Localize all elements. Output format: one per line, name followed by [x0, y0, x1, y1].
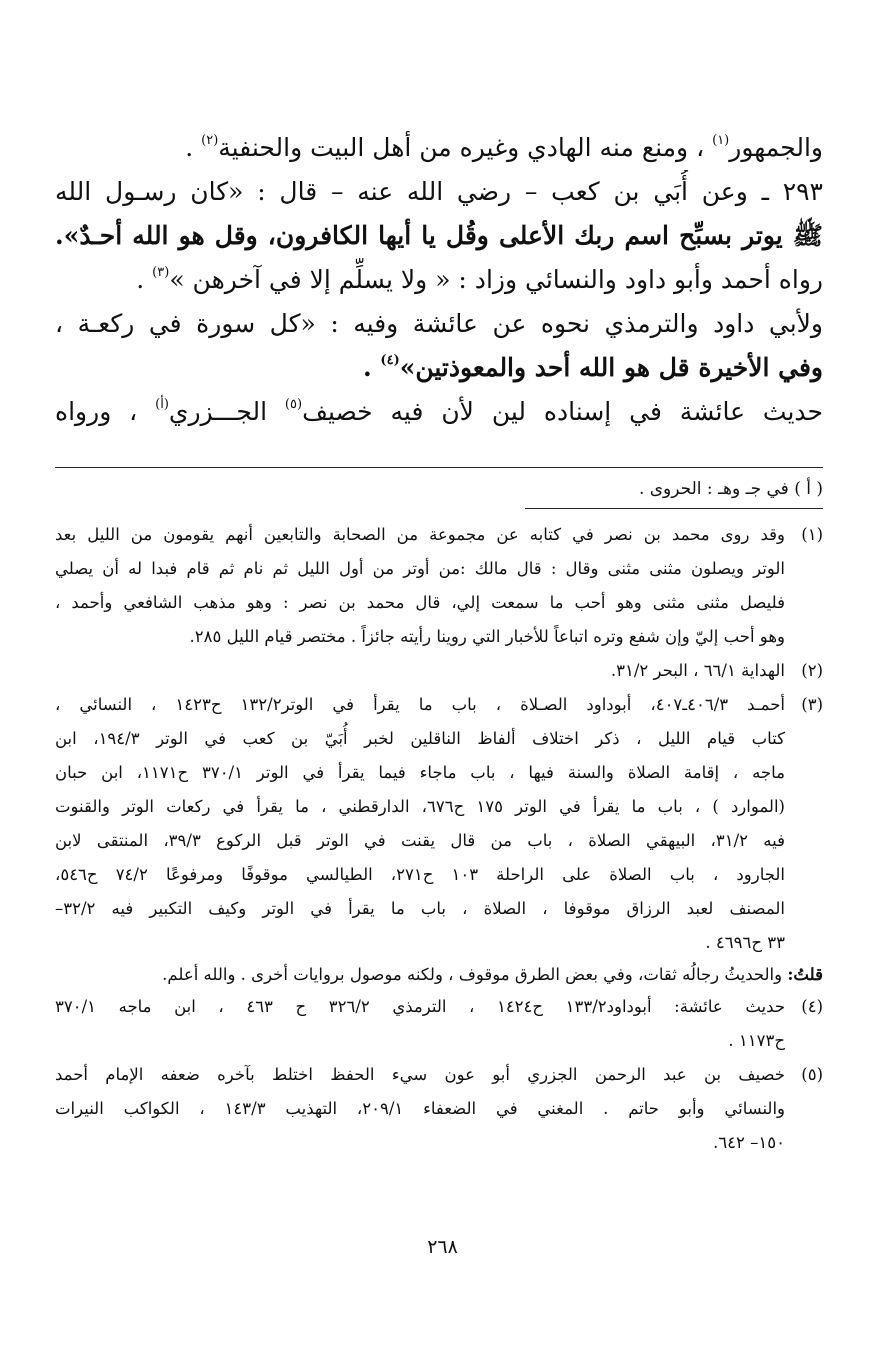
- footnote-line: خصيف بن عبد الرحمن الجزري أبو عون سيء الحفظ اختلط بآخره ضعفه الإمام أحمد: [55, 1065, 785, 1084]
- footnote-ref[interactable]: (٣): [152, 265, 170, 280]
- main-line-1: [55, 126, 823, 170]
- footnote-body: [55, 518, 785, 654]
- text-run: الجـــزري: [168, 397, 268, 426]
- text-run: وفي الأخيرة قل هو الله أحد والمعوذتين»: [399, 353, 823, 382]
- main-line-7: [55, 390, 823, 434]
- footnote-line: الوتر ويصلون مثنى مثنى وقال : قال مالك :من أوتر من أول الليل ثم نام ثم قام فبدا له أن يصلي: [55, 559, 785, 578]
- footnote-number: (٥): [801, 1065, 823, 1084]
- footnote-line: المصنف لعبد الرزاق موقوفا ، الصلاة ، باب ما يقرأ في الوتر وكيف التكبير فيه ٣٢/٢–: [55, 899, 785, 918]
- footnote-line: الجارود ، باب الصلاة على الراحلة ١٠٣ ح٢٧١، الطيالسي موقوفًا ومرفوعًا ٧٤/٢ ح٥٤٦،: [55, 865, 785, 884]
- footnote-body: [55, 688, 785, 960]
- footnote-line: كتاب قيام الليل ، ذكر اختلاف ألفاظ الناقلين لخبر أُبَيّ بن كعب في الوتر ١٩٤/٣، ابن: [55, 729, 785, 748]
- footnote-line: ح١١٧٣ .: [728, 1031, 785, 1050]
- footnote-line: فيه ٣١/٢، البيهقي الصلاة ، باب من قال يقنت في الوتر قبل الركوع ٣٩/٣، المنتقى لابن: [55, 831, 785, 850]
- footnote-line: وهو أحب إليّ وإن شفع وتره اتباعاً للأخبار التي روينا رأيته جائزاً . مختصر قيام الليل ٢٨٥.: [189, 627, 785, 646]
- text-run: ﷺ يوتر بسبِّح اسم ربك الأعلى وقُل يا أيها الكافرون، وقل هو الله أحـدٌ».: [55, 221, 823, 250]
- footnote-ref[interactable]: (٢): [201, 133, 219, 148]
- footnote-number: (٤): [801, 997, 823, 1016]
- footnote-body: [55, 1058, 785, 1160]
- text-run: .: [136, 265, 145, 294]
- text-run: حديث عائشة في إسناده لين لأن فيه خصيف: [302, 397, 823, 426]
- footnote-line: حديث عائشة: أبوداود١٣٣/٢ ح١٤٢٤ ، الترمذي ٣٢٦/٢ ح ٤٦٣ ، ابن ماجه ٣٧٠/١: [55, 997, 785, 1016]
- text-run: رواه أحمد وأبو داود والنسائي وزاد : « ولا يسلِّم إلا في آخرهن »: [169, 265, 823, 294]
- text-run: ولأبي داود والترمذي نحوه عن عائشة وفيه : «كل سورة في ركعـة ،: [55, 309, 823, 338]
- text-run: .: [185, 133, 194, 162]
- footnote-ref[interactable]: (أ): [155, 397, 169, 412]
- footnote-line: وقد روى محمد بن نصر في كتابه عن مجموعة من الصحابة والتابعين أنهم يقومون من الليل بعد: [55, 525, 785, 544]
- footnote-separator: [55, 467, 823, 468]
- text-run: ، ومنع منه الهادي وغيره من أهل البيت والحنفية: [218, 133, 705, 162]
- main-line-4: [55, 258, 823, 302]
- footnote-line: ١٥٠– ٦٤٢.: [713, 1133, 785, 1152]
- footnote-line: أحمـد ٤٠٦/٣ـ٤٠٧، أبوداود الصـلاة ، باب ما يقرأ في الوتر١٣٢/٢ ح١٤٢٣ ، النسائي ،: [55, 695, 785, 714]
- footnote-body: [55, 990, 785, 1058]
- footnote-5: [55, 1058, 823, 1160]
- footnote-number: (٢): [801, 661, 823, 680]
- main-line-2: [55, 170, 823, 214]
- editor-comment-text: والحديثُ رجالُه ثقات، وفي بعض الطرق موقوف ، ولكنه موصول بروايات أخرى . والله أعلم.: [162, 965, 783, 984]
- main-line-3: [55, 214, 823, 258]
- footnotes: [55, 518, 823, 1160]
- footnote-line: الهداية ٦٦/١ ، البحر ٣١/٢.: [610, 661, 785, 680]
- footnote-line: (الموارد ) ، باب ما يقرأ في الوتر ١٧٥ ح٦٧٦، الدارقطني ، ما يقرأ في ركعات الوتر والقنوت: [55, 797, 785, 816]
- main-line-6: [55, 346, 823, 390]
- text-run: ، ورواه: [55, 397, 138, 426]
- footnote-3: [55, 688, 823, 960]
- footnote-body: [55, 654, 785, 688]
- footnote-ref[interactable]: (٥): [284, 397, 303, 412]
- footnote-ref[interactable]: (١): [712, 133, 730, 148]
- footnote-2: [55, 654, 823, 688]
- main-line-5: [55, 302, 823, 346]
- editor-note-divider: [525, 508, 823, 509]
- text-run: والجمهور: [729, 133, 823, 162]
- footnote-number: (٣): [801, 695, 823, 714]
- text-run: ٢٩٣ ـ وعن أُبَي بن كعب – رضي الله عنه – قال : «كان رسـول الله: [55, 177, 823, 206]
- footnote-line: فليصل مثنى مثنى وهو أحب ما سمعت إلي، قال محمد بن نصر : وهو مذهب الشافعي وأحمد ،: [55, 593, 785, 612]
- footnote-ref[interactable]: (٤): [380, 353, 400, 368]
- editor-comment: [55, 960, 823, 990]
- page-number: ٢٦٨: [427, 1236, 458, 1258]
- main-text: [55, 126, 823, 434]
- editor-comment-label: قلتُ:: [787, 965, 823, 984]
- footnote-line: والنسائي وأبو حاتم . المغني في الضعفاء ٢٠٩/١، التهذيب ١٤٣/٣ ، الكواكب النيرات: [55, 1099, 785, 1118]
- footnote-number: (١): [801, 525, 823, 544]
- text-run: .: [362, 353, 372, 382]
- footnote-line: ٣٣ ح٤٦٩٦ .: [705, 933, 785, 952]
- footnote-1: [55, 518, 823, 654]
- footnote-line: ماجه ، إقامة الصلاة والسنة فيها ، باب ماجاء فيما يقرأ في الوتر ٣٧٠/١ ح١١٧١، ابن حبان: [55, 763, 785, 782]
- editor-note: ( أ ) في جـ وهـ : الحروى .: [638, 479, 823, 499]
- footnote-4: [55, 990, 823, 1058]
